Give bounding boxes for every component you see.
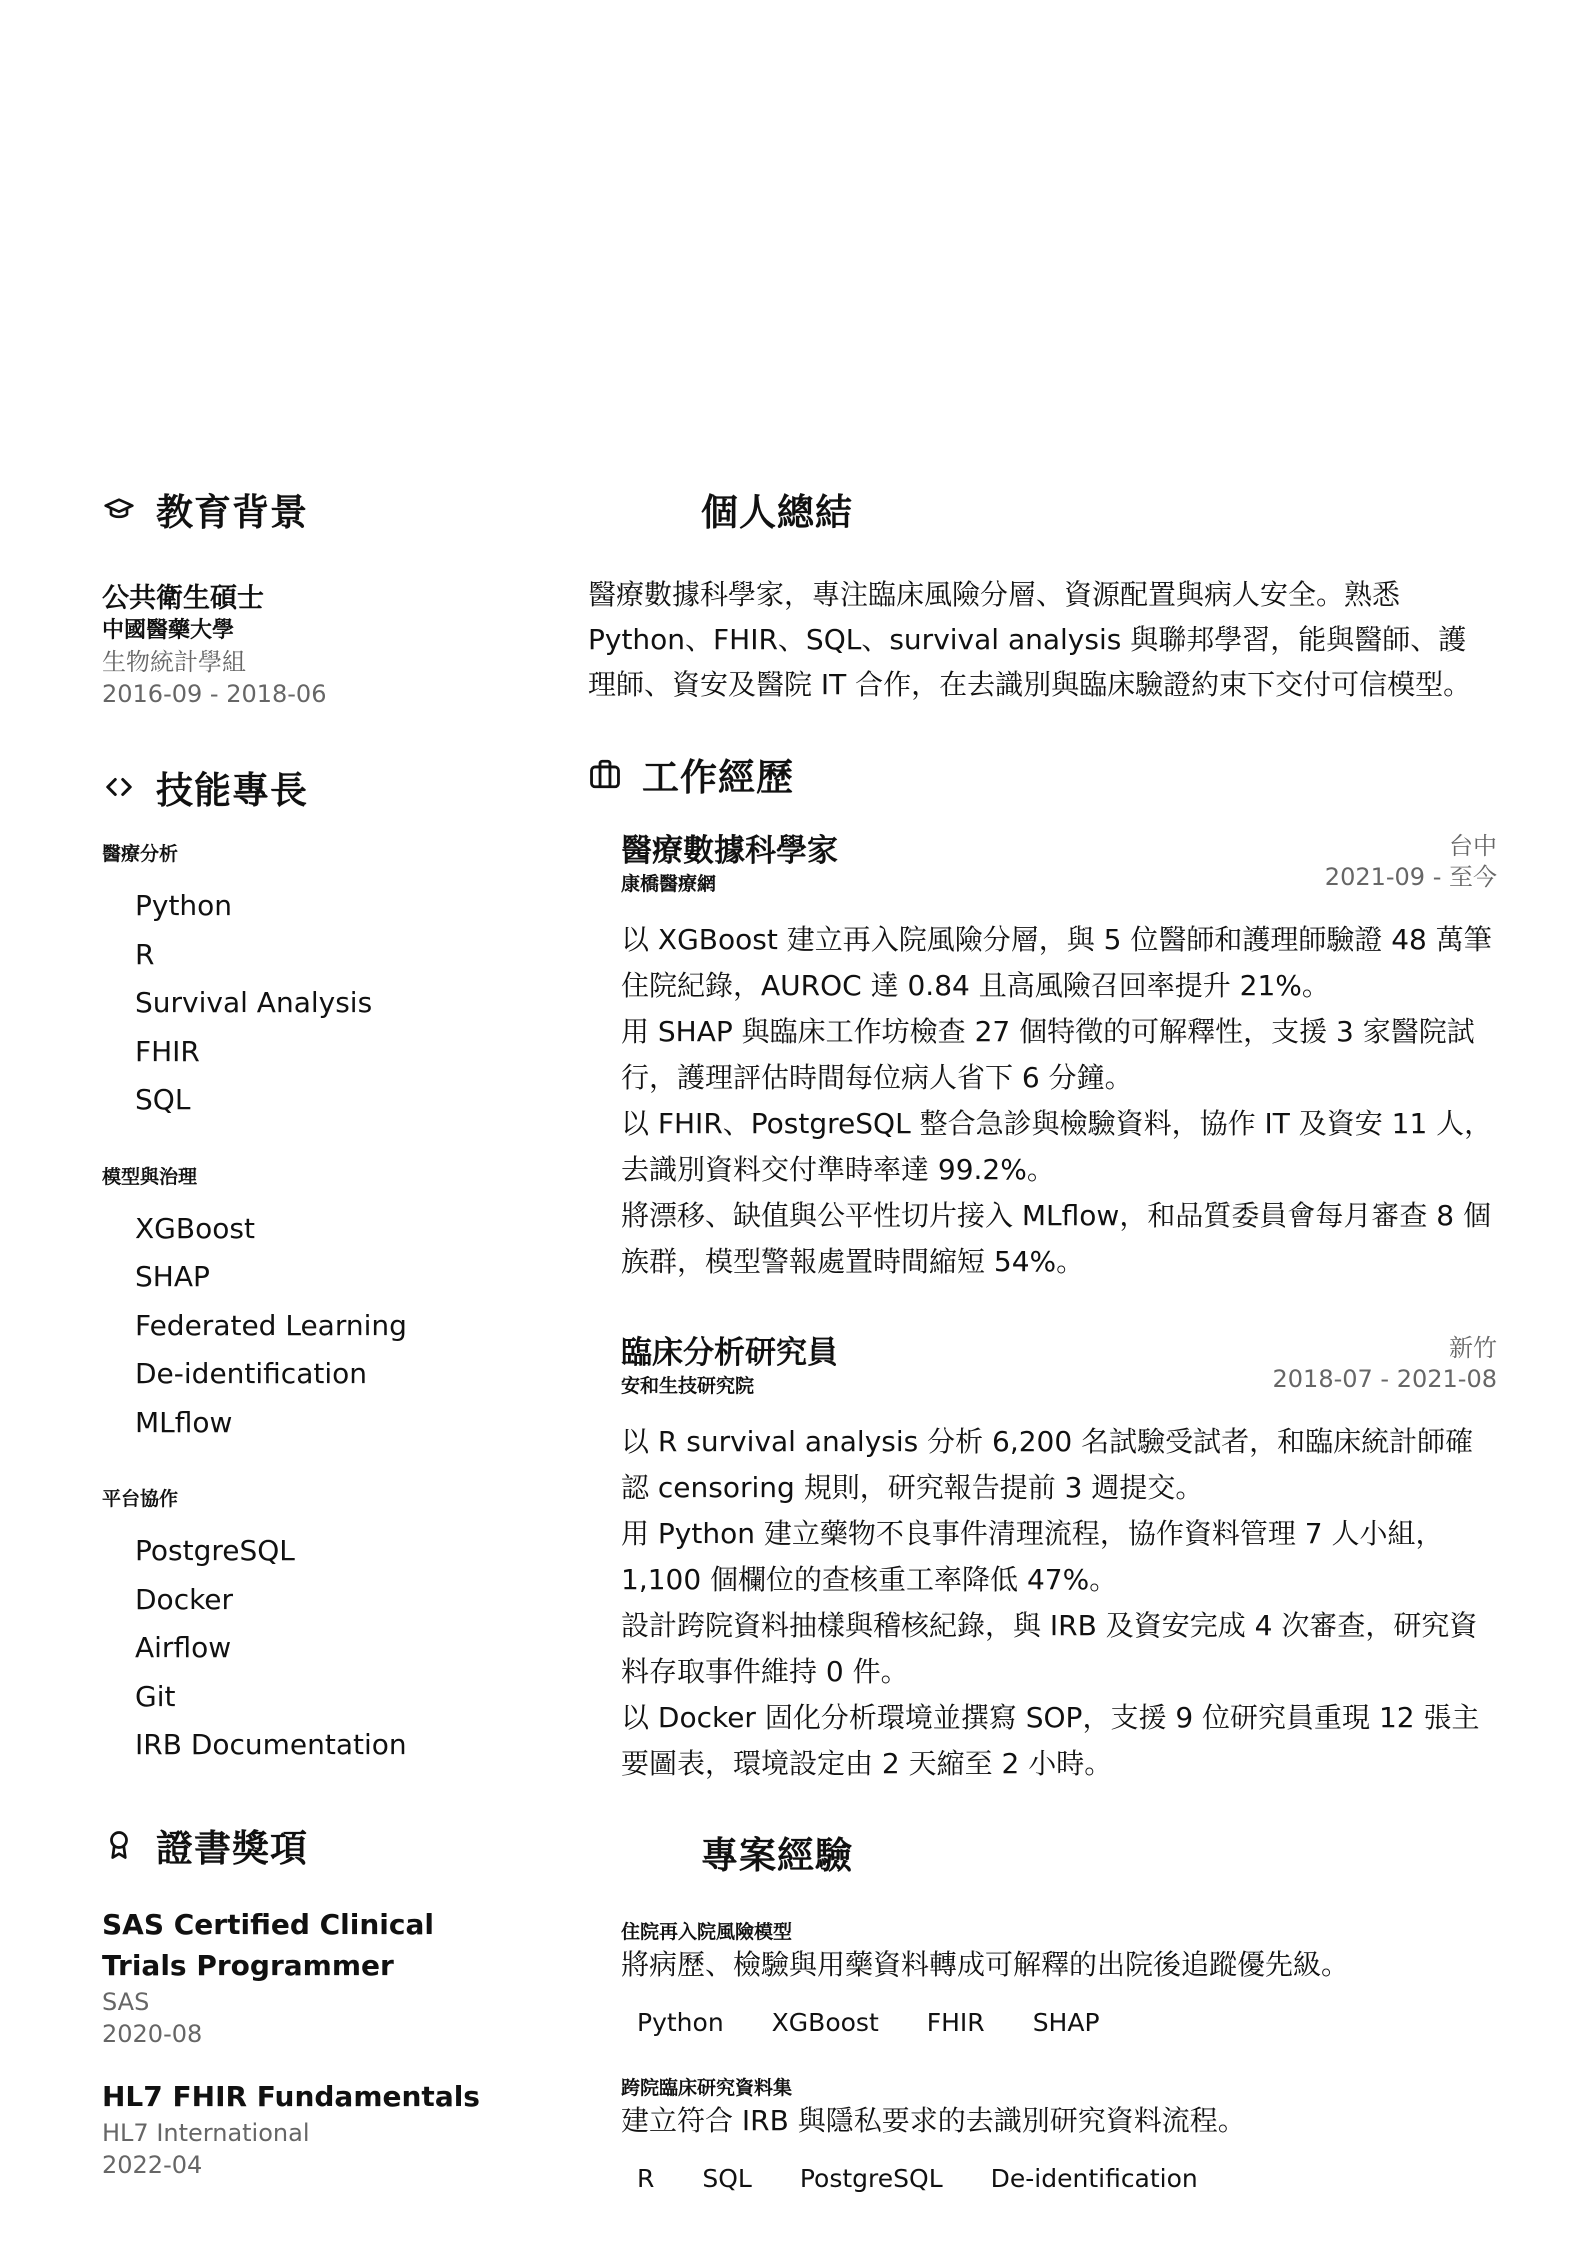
skill-category: 平台協作 (102, 1488, 179, 1510)
certifications-section-heading (102, 1822, 502, 1868)
skill-category: 醫療分析 (102, 843, 179, 865)
education-heading: 教育背景 (156, 491, 308, 534)
project-tags (621, 2161, 1497, 2197)
skill-group (102, 1485, 502, 1770)
job-company: 康橋醫療網 (621, 873, 717, 895)
project-entry (621, 2075, 1497, 2197)
school: 中國醫藥大學 (102, 618, 235, 643)
tech-tag: PostgreSQL (799, 2164, 943, 2193)
award-icon (102, 1828, 136, 1862)
skill-item: Docker (135, 1582, 234, 1616)
achievement-item: 以 FHIR、PostgreSQL 整合急診與檢驗資料，協作 IT 及資安 11 人，去識別資料交付準時率達 99.2%。 (621, 1107, 1493, 1186)
job-location: 新竹 (1449, 1334, 1497, 1362)
certification-date: 2020-08 (102, 2019, 203, 2048)
project-description: 將病歷、檢驗與用藥資料轉成可解釋的出院後追蹤優先級。 (621, 1948, 1350, 1981)
skill-group (102, 840, 502, 1125)
left-column (102, 486, 502, 2181)
skills-section-heading (102, 764, 502, 810)
tech-tag: FHIR (926, 2008, 985, 2037)
skill-item: Federated Learning (135, 1308, 407, 1342)
certification-entry (102, 1904, 502, 2050)
graduation-cap-icon (102, 492, 136, 526)
skills-heading: 技能專長 (156, 769, 308, 812)
skill-item: PostgreSQL (135, 1534, 295, 1567)
achievement-item: 設計跨院資料抽樣與稽核紀錄，與 IRB 及資安完成 4 次審查，研究資料存取事件維持 0 件。 (621, 1609, 1478, 1688)
projects-heading: 專案經驗 (701, 1834, 853, 1877)
job-achievements (621, 1419, 1497, 1787)
certification-date: 2022-04 (102, 2150, 203, 2179)
project-name: 跨院臨床研究資料集 (621, 2077, 793, 2099)
achievement-item: 將漂移、缺值與公平性切片接入 MLflow，和品質委員會每月審查 8 個族群，模型警報處置時間縮短 54%。 (621, 1199, 1491, 1278)
project-description: 建立符合 IRB 與隱私要求的去識別研究資料流程。 (621, 2104, 1246, 2137)
job-entry (621, 1333, 1497, 1787)
skill-item: MLflow (135, 1405, 233, 1439)
job-location: 台中 (1449, 832, 1497, 860)
skill-groups (102, 840, 502, 1770)
achievement-item: 用 SHAP 與臨床工作坊檢查 27 個特徵的可解釋性，支援 3 家醫院試行，護理評估時間每位病人省下 6 分鐘。 (621, 1015, 1475, 1094)
job-title-block (621, 831, 838, 897)
job-company: 安和生技研究院 (621, 1375, 755, 1397)
certification-issuer: SAS (102, 1987, 150, 2016)
skill-item: Airflow (135, 1631, 232, 1664)
skill-item: SHAP (135, 1260, 210, 1293)
job-period: 2018-07 - 2021-08 (1272, 1365, 1497, 1393)
skill-item: Survival Analysis (135, 986, 373, 1019)
job-entry (621, 831, 1497, 1285)
summary-text: 醫療數據科學家，專注臨床風險分層、資源配置與病人安全。熟悉 Python、FHIR、SQL、survival analysis 與聯邦學習，能與醫師、護理師、資安及醫院 IT 合作，在去識別與臨床驗證約束下交付可信模型。 (588, 578, 1472, 701)
certifications-heading: 證書獎項 (156, 1826, 308, 1870)
job-meta (1325, 831, 1497, 897)
achievement-item: 以 R survival analysis 分析 6,200 名試驗受試者，和臨床統計師確認 censoring 規則，研究報告提前 3 週提交。 (621, 1425, 1474, 1504)
skill-category: 模型與治理 (102, 1165, 198, 1188)
education-period: 2016-09 - 2018-06 (102, 680, 327, 708)
achievement-item: 用 Python 建立藥物不良事件清理流程，協作資料管理 7 人小組，1,100 個欄位的查核重工率降低 47%。 (621, 1517, 1444, 1596)
job-achievements (621, 917, 1497, 1285)
job-meta (1273, 1333, 1497, 1399)
achievement-item: 以 Docker 固化分析環境並撰寫 SOP，支援 9 位研究員重現 12 張主要圖表，環境設定由 2 天縮至 2 小時。 (621, 1701, 1480, 1780)
program: 生物統計學組 (102, 648, 246, 676)
work-heading: 工作經歷 (642, 756, 794, 799)
project-tags (621, 2005, 1497, 2041)
certification-issuer: HL7 International (102, 2118, 310, 2147)
certification-name: SAS Certified Clinical Trials Programmer (102, 1907, 434, 1982)
skill-item: R (135, 937, 155, 971)
job-header (621, 831, 1497, 897)
tech-tag: De-identification (990, 2164, 1198, 2193)
project-list (588, 1919, 1498, 2197)
skill-item: XGBoost (135, 1211, 255, 1245)
job-title-block (621, 1333, 838, 1399)
job-list (588, 831, 1498, 1787)
skill-item: De-identification (135, 1357, 367, 1390)
summary-section-heading (588, 486, 1498, 532)
skill-item: SQL (135, 1083, 191, 1116)
certification-entry (102, 2076, 502, 2181)
skill-item: Git (135, 1679, 176, 1713)
tech-tag: XGBoost (771, 2008, 879, 2037)
achievement-item: 以 XGBoost 建立再入院風險分層，與 5 位醫師和護理師驗證 48 萬筆住院紀錄，AUROC 達 0.84 且高風險召回率提升 21%。 (621, 923, 1492, 1002)
tech-tag: SHAP (1032, 2008, 1100, 2037)
project-name: 住院再入院風險模型 (621, 1921, 793, 1943)
skill-item: FHIR (135, 1034, 200, 1068)
tech-tag: R (637, 2164, 655, 2193)
work-section-heading (588, 751, 1498, 797)
projects-section-heading (588, 1829, 1498, 1875)
skill-group (102, 1163, 502, 1448)
education-entry (102, 582, 502, 710)
job-header (621, 1333, 1497, 1399)
job-period: 2021-09 - 至今 (1324, 863, 1497, 891)
education-section-heading (102, 486, 502, 532)
job-title: 醫療數據科學家 (621, 833, 838, 869)
tech-tag: Python (637, 2008, 724, 2037)
skill-item: Python (135, 889, 233, 922)
job-title: 臨床分析研究員 (621, 1335, 838, 1371)
code-icon (102, 770, 136, 804)
tech-tag: SQL (702, 2164, 752, 2193)
summary-heading: 個人總結 (701, 491, 853, 534)
briefcase-icon (588, 757, 622, 791)
degree: 公共衛生碩士 (102, 583, 264, 614)
right-column (588, 486, 1498, 2197)
certification-name: HL7 FHIR Fundamentals (102, 2079, 480, 2113)
certification-list (102, 1904, 502, 2181)
project-entry (621, 1919, 1497, 2041)
skill-item: IRB Documentation (135, 1728, 407, 1761)
